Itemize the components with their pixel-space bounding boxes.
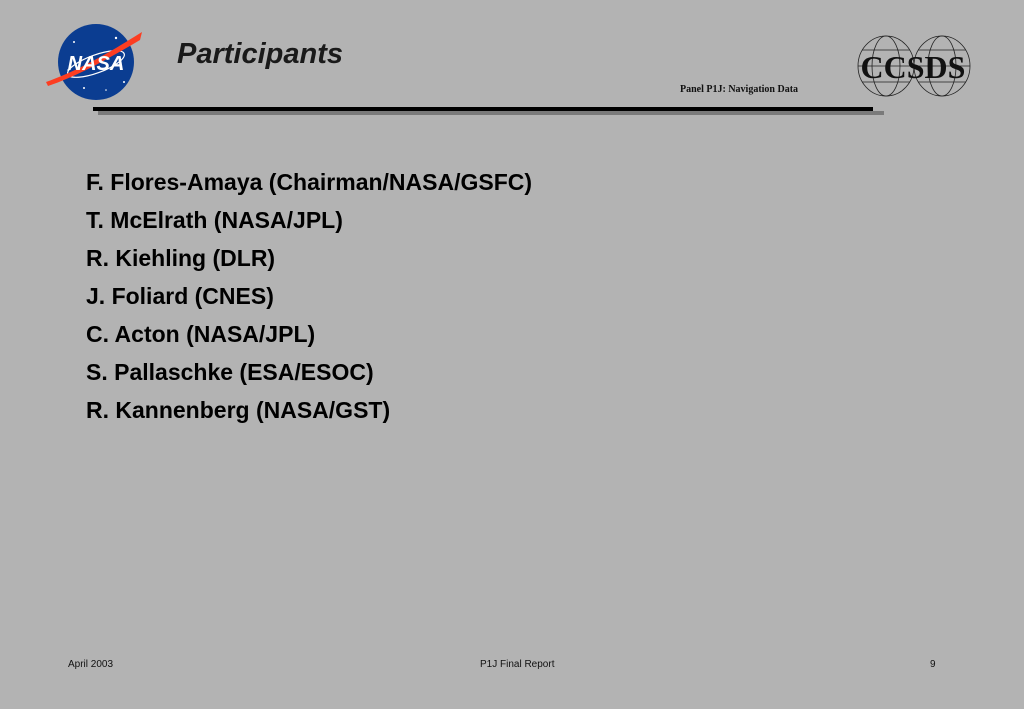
ccsds-logo-icon [852,32,974,100]
header-rule-shadow [98,111,884,115]
footer-date: April 2003 [68,659,114,670]
nasa-logo-icon [44,20,144,104]
ccsds-logo-text: CCSDS [860,49,966,85]
header-rule [93,107,873,111]
participant-item: T. McElrath (NASA/JPL) [86,207,343,233]
footer-page-number: 9 [930,659,936,670]
participant-item: F. Flores-Amaya (Chairman/NASA/GSFC) [86,169,533,195]
participant-item: S. Pallaschke (ESA/ESOC) [86,359,374,385]
participant-item: J. Foliard (CNES) [86,283,274,309]
participant-item: R. Kannenberg (NASA/GST) [86,397,391,423]
nasa-logo-text: NASA [67,53,125,75]
participants-list [86,163,532,429]
footer-report-name: P1J Final Report [480,659,555,670]
participant-item: C. Acton (NASA/JPL) [86,321,316,347]
panel-label: Panel P1J: Navigation Data [680,84,799,95]
page-title: Participants [177,38,343,70]
participant-item: R. Kiehling (DLR) [86,245,276,271]
